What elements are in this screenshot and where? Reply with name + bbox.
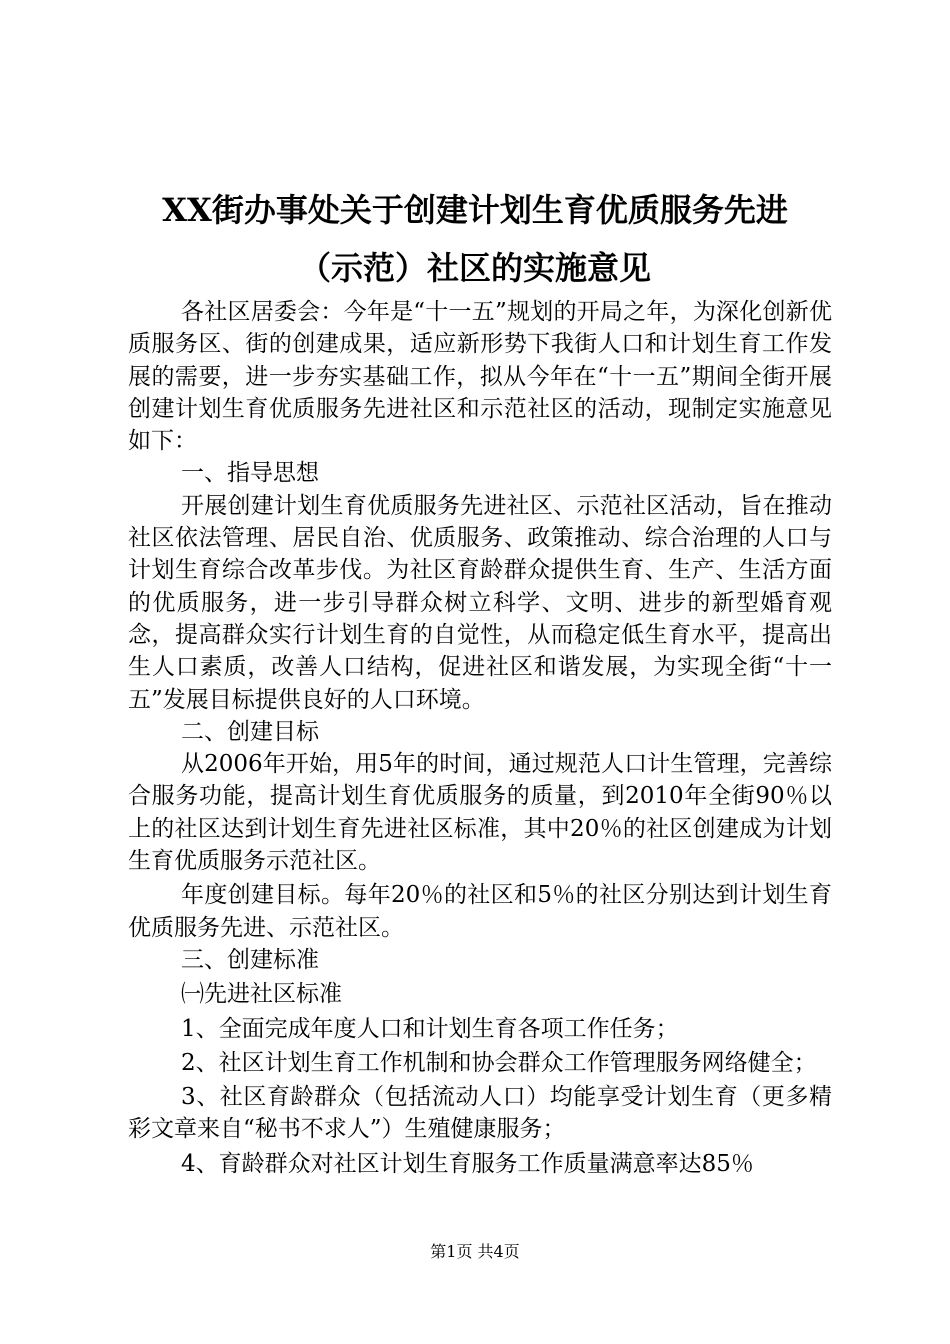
document-title-line-1: XX街办事处关于创建计划生育优质服务先进 (162, 191, 788, 229)
section-heading-goals: 二、创建目标 (181, 718, 319, 745)
section-heading-guiding-ideology: 一、指导思想 (181, 460, 319, 487)
document-title-line-2: （示范）社区的实施意见 (298, 249, 651, 287)
subsection-heading-advanced-community: ㈠先进社区标准 (181, 981, 342, 1008)
annual-goals-paragraph: 年度创建目标。每年20％的社区和5％的社区分别达到计划生育优质服务先进、示范社区。 (128, 882, 832, 941)
standard-item-3: 3、社区育龄群众（包括流动人口）均能享受计划生育（更多精彩文章来自“秘书不求人”）生殖健康服务； (128, 1084, 832, 1143)
standard-item-1: 1、全面完成年度人口和计划生育各项工作任务； (181, 1015, 679, 1042)
section-heading-standards: 三、创建标准 (181, 946, 319, 973)
standard-item-4: 4、育龄群众对社区计划生育服务工作质量满意率达85％ (181, 1150, 754, 1177)
document-body (128, 296, 832, 1180)
intro-paragraph: 各社区居委会：今年是“十一五”规划的开局之年，为深化创新优质服务区、街的创建成果，适应新形势下我街人口和计划生育工作发展的需要，进一步夯实基础工作，拟从今年在“十一五”期间全街开展创建计划生育优质服务先进社区和示范社区的活动，现制定实施意见如下： (128, 299, 832, 455)
goals-paragraph: 从2006年开始，用5年的时间，通过规范人口计生管理，完善综合服务功能，提高计划生育优质服务的质量，到2010年全街90％以上的社区达到计划生育先进社区标准，其中20％的社区创建成为计划生育优质服务示范社区。 (128, 751, 832, 875)
guiding-ideology-paragraph: 开展创建计划生育优质服务先进社区、示范社区活动，旨在推动社区依法管理、居民自治、优质服务、政策推动、综合治理的人口与计划生育综合改革步伐。为社区育龄群众提供生育、生产、生活方面的优质服务，进一步引导群众树立科学、文明、进步的新型婚育观念，提高群众实行计划生育的自觉性，从而稳定低生育水平，提高出生人口素质，改善人口结构，促进社区和谐发展，为实现全街“十一五”发展目标提供良好的人口环境。 (128, 492, 832, 713)
standard-item-2: 2、社区计划生育工作机制和协会群众工作管理服务网络健全； (181, 1049, 817, 1076)
page-footer: 第1页 共4页 (430, 1242, 520, 1261)
